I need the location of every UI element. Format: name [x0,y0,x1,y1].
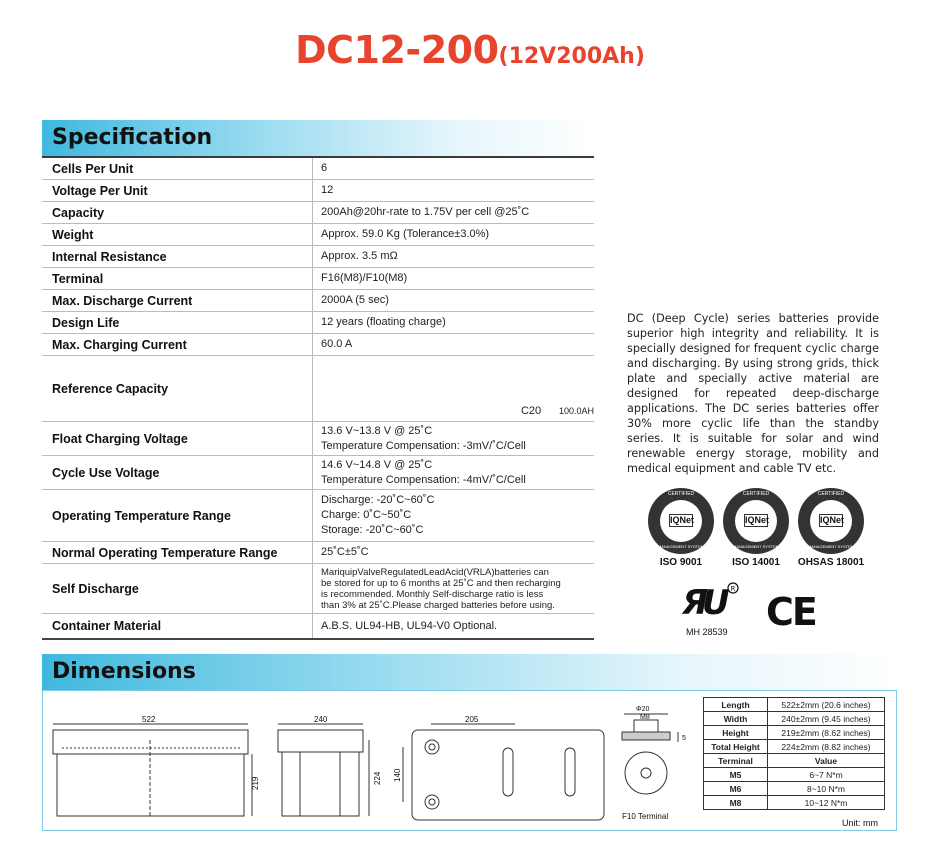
dim-row [704,768,885,782]
top-view-drawing [403,724,604,820]
spec-key: Operating Temperature Range [52,508,231,523]
spec-value-line: Temperature Compensation: -4mV/˚C/Cell [321,473,526,486]
dim-label: M5 [704,768,768,782]
spec-value-line: is recommended. Monthly Self-discharge ratio is less [321,588,544,600]
dim-label: Length [704,698,768,712]
spec-value-line: 6 [321,162,328,174]
spec-value-line: C20 [520,405,542,417]
terminal-depth-label: 5 [682,735,686,742]
spec-key: Voltage Per Unit [52,183,148,198]
dim-label: Width [704,712,768,726]
cert-label: ISO 9001 [659,557,703,568]
dim-label: M8 [704,796,768,810]
dim-row [704,726,885,740]
spec-key: Terminal [52,271,104,286]
spec-value-line: Discharge: -20˚C~60˚C [321,494,435,506]
terminal-bolt-label: M8 [640,714,650,721]
cert-label: ISO 14001 [732,557,780,568]
front-height-label: 219 [251,776,260,790]
cert-ring-text: CERTIFIED [742,491,770,497]
spec-key: Reference Capacity [52,381,169,396]
top-width-label: 205 [465,715,479,724]
dim-value: Value [768,754,885,768]
dim-value: 224±2mm (8.82 inches) [768,740,885,754]
spec-key: Float Charging Voltage [52,431,188,446]
cert-ring-lower: MANAGEMENT SYSTEM [657,544,705,549]
spec-value-line: 13.6 V~13.8 V @ 25˚C [321,424,433,437]
svg-text:R: R [730,585,736,593]
dim-label: Terminal [704,754,768,768]
spec-value-line: 60.0 A [321,338,353,350]
spec-value-line: Approx. 59.0 Kg (Tolerance±3.0%) [321,228,490,240]
spec-key: Internal Resistance [52,249,167,264]
spec-key: Design Life [52,315,120,330]
ce-mark: CE [766,590,816,634]
spec-value-line: 2000A (5 sec) [321,294,389,306]
spec-value-line: 100.0AH [558,406,594,416]
svg-text:U: U [702,583,730,623]
spec-key: Normal Operating Temperature Range [52,545,278,560]
specification-heading: Specification [52,125,213,150]
dim-row [704,796,885,810]
dim-row [704,782,885,796]
dimensions-heading: Dimensions [52,659,196,684]
dimension-table [703,697,885,810]
spec-key: Cycle Use Voltage [52,465,160,480]
front-view-drawing [53,724,252,816]
spec-value-line: F16(M8)/F10(M8) [321,272,408,284]
dim-value: 8~10 N*m [768,782,885,796]
cert-ring-lower: MANAGEMENT SYSTEM [807,544,855,549]
spec-key: Weight [52,227,94,242]
model-name: DC12-200 [295,28,499,72]
unit-note: Unit: mm [842,818,878,828]
terminal-drawing [622,714,678,794]
model-rating: (12V200Ah) [498,44,645,69]
top-height-label: 140 [393,768,402,782]
spec-value-line: A.B.S. UL94-HB, UL94-V0 Optional. [321,619,498,632]
dim-row [704,740,885,754]
dim-value: 522±2mm (20.6 inches) [768,698,885,712]
cert-brand: IQNet [745,515,770,525]
terminal-caption: F10 Terminal [622,812,669,821]
cert-ring-text: CERTIFIED [817,491,845,497]
cert-label: OHSAS 18001 [797,557,865,568]
cert-ring-text: CERTIFIED [667,491,695,497]
dim-label: M6 [704,782,768,796]
spec-value-line: 25˚C±5˚C [321,546,369,558]
dim-label: Total Height [704,740,768,754]
svg-text:Я: Я [682,583,709,623]
ul-file-number: MH 28539 [686,627,728,637]
spec-value-line: Storage: -20˚C~60˚C [321,524,424,536]
dim-row [704,712,885,726]
dim-value: 219±2mm (8.62 inches) [768,726,885,740]
spec-key: Self Discharge [52,581,139,596]
product-description: DC (Deep Cycle) series batteries provide superior high integrity and reliability. It is specially designed for frequent cyclic charge and discharging. By using strong grids, thick plate and specially active material are designed for repeated deep-discharge applications. The DC series batteries offer 30% more cyclic life than the standby series. It is suitable for solar and wind renewable energy storage, mobility and medical equipment and cable TV etc. [627,312,879,475]
side-view-drawing [278,724,369,816]
dim-value: 240±2mm (9.45 inches) [768,712,885,726]
front-width-label: 522 [142,715,156,724]
spec-key: Max. Charging Current [52,337,187,352]
dim-value: 10~12 N*m [768,796,885,810]
spec-value-line: 12 years (floating charge) [321,316,446,328]
side-height-label: 224 [373,771,382,785]
spec-key: Max. Discharge Current [52,293,193,308]
spec-value-line: Approx. 3.5 mΩ [321,250,398,262]
spec-value-line: Temperature Compensation: -3mV/˚C/Cell [321,439,526,452]
spec-value-line: 12 [321,184,334,196]
spec-value-line: MariquipValveRegulatedLeadAcid(VRLA)batteries can [321,566,549,578]
cert-brand: IQNet [670,515,695,525]
spec-key: Cells Per Unit [52,161,134,176]
dim-value: 6~7 N*m [768,768,885,782]
cert-brand: IQNet [820,515,845,525]
dim-row [704,754,885,768]
terminal-diameter-label: Φ20 [636,706,650,713]
side-width-label: 240 [314,715,328,724]
dim-row [704,698,885,712]
spec-value-line: 14.6 V~14.8 V @ 25˚C [321,458,433,471]
spec-value-line: Charge: 0˚C~50˚C [321,509,412,521]
spec-key: Capacity [52,205,105,220]
spec-key: Container Material [52,619,162,633]
spec-value-line: than 3% at 25˚C.Please charged batteries before using. [321,599,555,611]
dim-label: Height [704,726,768,740]
cert-ring-lower: MANAGEMENT SYSTEM [732,544,780,549]
spec-value-line: 200Ah@20hr-rate to 1.75V per cell @25˚C [321,206,530,218]
spec-value-line: be stored for up to 6 months at 25˚C and then recharging [321,577,561,589]
